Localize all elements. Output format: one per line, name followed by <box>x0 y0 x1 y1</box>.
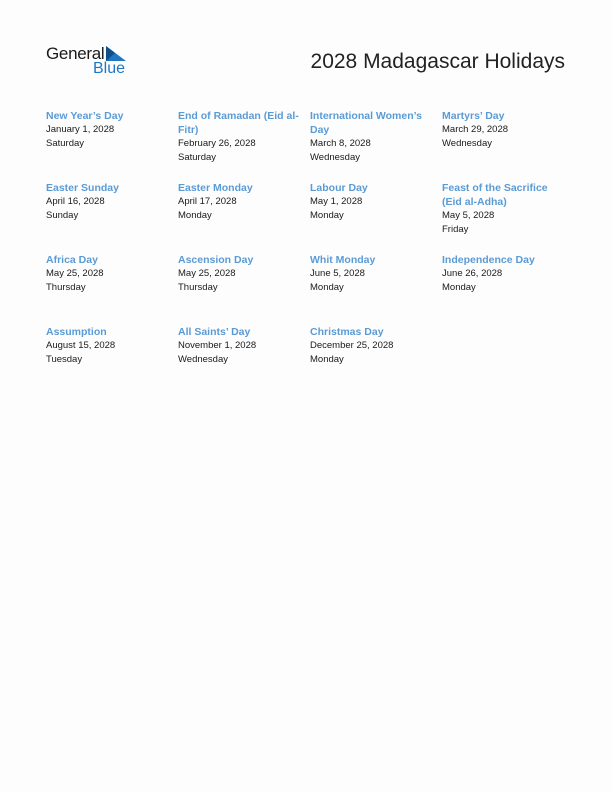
holiday-grid <box>46 109 586 397</box>
holiday-date: May 25, 2028 <box>178 268 236 279</box>
holiday-weekday: Thursday <box>178 282 218 293</box>
holiday-weekday: Thursday <box>46 282 86 293</box>
holiday-date: April 16, 2028 <box>46 196 105 207</box>
holiday-weekday: Monday <box>178 210 212 221</box>
holiday-name: Independence Day <box>442 254 535 266</box>
holiday-item <box>310 253 442 325</box>
holiday-name: Easter Monday <box>178 182 253 194</box>
holiday-name: Easter Sunday <box>46 182 119 194</box>
brand-logo <box>46 44 132 80</box>
holiday-date: April 17, 2028 <box>178 196 237 207</box>
holiday-weekday: Saturday <box>178 152 217 163</box>
holiday-weekday: Wednesday <box>178 354 228 365</box>
holiday-date: August 15, 2028 <box>46 340 116 351</box>
holiday-item <box>442 253 574 325</box>
holiday-date: February 26, 2028 <box>178 138 256 149</box>
holiday-name: Feast of the Sacrifice (Eid al-Adha) <box>442 182 548 208</box>
holiday-date: November 1, 2028 <box>178 340 257 351</box>
holiday-name: New Year’s Day <box>46 110 124 122</box>
holiday-weekday: Friday <box>442 224 469 235</box>
holiday-item <box>442 109 574 181</box>
holiday-name: Christmas Day <box>310 326 384 338</box>
holiday-item <box>178 109 310 181</box>
holiday-item <box>442 181 574 253</box>
holiday-name: Labour Day <box>310 182 368 194</box>
holiday-item <box>46 325 178 397</box>
page-title: 2028 Madagascar Holidays <box>310 50 565 73</box>
logo-word-blue: Blue <box>93 60 126 77</box>
holiday-weekday: Monday <box>310 354 344 365</box>
logo-word-general: General <box>46 44 105 63</box>
holiday-item <box>178 253 310 325</box>
holiday-item <box>310 181 442 253</box>
holiday-item <box>178 181 310 253</box>
holiday-date: December 25, 2028 <box>310 340 394 351</box>
holiday-date: May 5, 2028 <box>442 210 495 221</box>
holiday-item <box>46 181 178 253</box>
holiday-name: All Saints’ Day <box>178 326 251 338</box>
holiday-item <box>310 325 442 397</box>
holiday-item <box>46 253 178 325</box>
holiday-weekday: Sunday <box>46 210 79 221</box>
holiday-name: Whit Monday <box>310 254 376 266</box>
holiday-date: January 1, 2028 <box>46 124 115 135</box>
holiday-weekday: Wednesday <box>310 152 360 163</box>
holiday-weekday: Monday <box>310 210 344 221</box>
holiday-weekday: Tuesday <box>46 354 83 365</box>
holiday-item <box>178 325 310 397</box>
holiday-weekday: Monday <box>442 282 476 293</box>
holiday-weekday: Monday <box>310 282 344 293</box>
holiday-name: Africa Day <box>46 254 98 266</box>
holiday-name: Ascension Day <box>178 254 254 266</box>
holiday-item <box>310 109 442 181</box>
holiday-weekday: Wednesday <box>442 138 492 149</box>
holiday-date: May 25, 2028 <box>46 268 104 279</box>
holiday-name: End of Ramadan (Eid al-Fitr) <box>178 110 299 136</box>
holiday-name: Assumption <box>46 326 107 338</box>
holiday-date: March 8, 2028 <box>310 138 371 149</box>
logo-triangle-icon <box>106 46 126 61</box>
holiday-name: Martyrs’ Day <box>442 110 505 122</box>
holiday-weekday: Saturday <box>46 138 85 149</box>
holiday-name: International Women’s Day <box>310 110 423 136</box>
holiday-date: May 1, 2028 <box>310 196 363 207</box>
holiday-date: March 29, 2028 <box>442 124 509 135</box>
holiday-date: June 26, 2028 <box>442 268 503 279</box>
holiday-date: June 5, 2028 <box>310 268 365 279</box>
holiday-item <box>46 109 178 181</box>
